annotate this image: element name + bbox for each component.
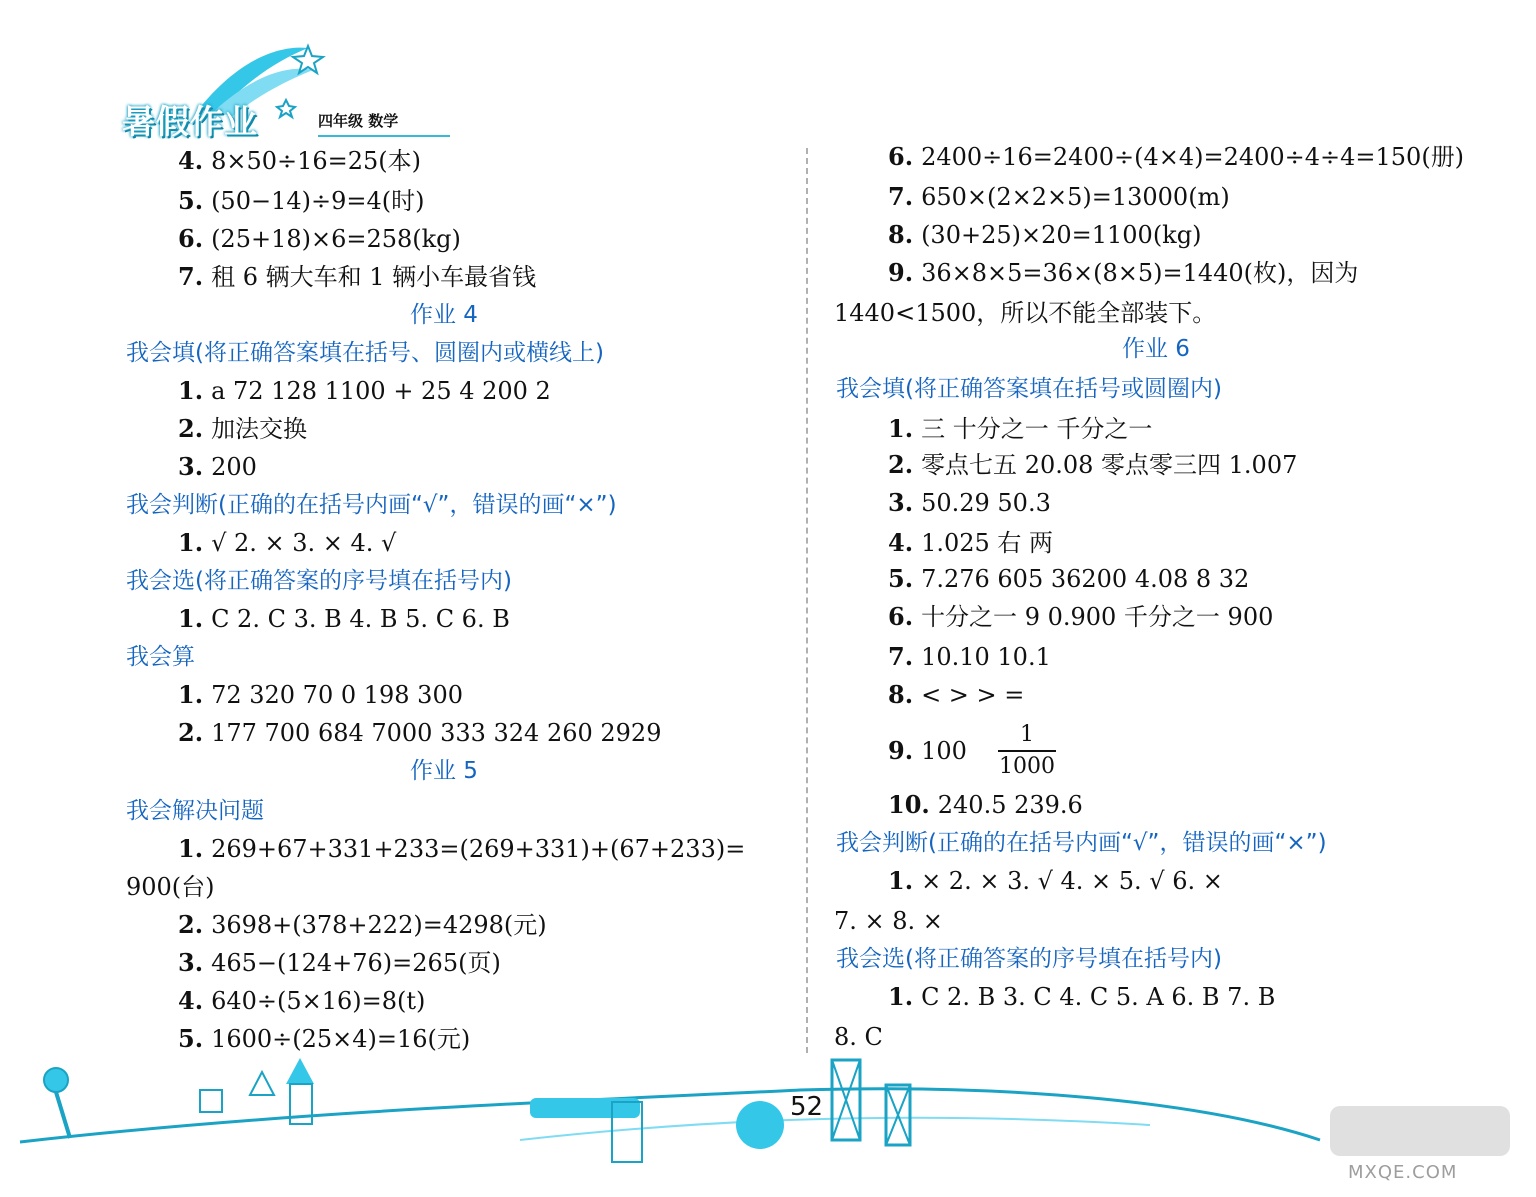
answer-line [888,790,1083,820]
item-number: 9. [888,736,914,765]
answer-text: 465−(124+76)=265(页) [211,949,501,977]
answer-line [888,258,1358,288]
answer-text: a 72 128 1100 + 25 4 200 2 [211,377,551,405]
item-number: 6. [888,142,914,171]
item-number: 4. [178,986,204,1015]
item-number: 8. [888,220,914,249]
answer-text: 200 [211,453,257,481]
answer-text: 三 十分之一 千分之一 [921,415,1153,443]
answer-text: 7.276 605 36200 4.08 8 32 [921,565,1250,593]
answer-line [178,680,463,710]
answer-text: 3698+(378+222)=4298(元) [211,911,547,939]
item-number: 2. [178,414,204,443]
answer-line [888,736,967,766]
answer-text: 租 6 辆大车和 1 辆小车最省钱 [211,263,537,291]
answer-line [888,182,1230,212]
item-number: 2. [178,910,204,939]
answer-text: < > > = [921,681,1025,709]
item-number: 4. [178,146,204,175]
item-number: 6. [178,224,204,253]
fraction-bar [998,750,1056,752]
fraction [998,722,1056,780]
answer-text: 36×8×5=36×(8×5)=1440(枚)，因为 [921,259,1359,287]
answer-text: 1600÷(25×4)=16(元) [211,1025,471,1053]
item-number: 3. [888,488,914,517]
item-number: 10. [888,790,930,819]
answer-text: √ 2. × 3. × 4. √ [211,529,397,557]
answer-text: 240.5 239.6 [937,791,1083,819]
section-heading: 我会填(将正确答案填在括号或圆圈内) [836,376,1222,402]
answer-line [888,414,1152,444]
section-heading: 我会选(将正确答案的序号填在括号内) [836,946,1222,972]
answer-text: (50−14)÷9=4(时) [211,187,425,215]
answer-line [178,528,396,558]
answer-text: 10.10 10.1 [921,643,1051,671]
section-heading: 我会判断(正确的在括号内画“√”，错误的画“×”) [126,492,617,518]
answer-line [178,948,501,978]
answer-line [178,146,421,176]
answer-text: × 2. × 3. √ 4. × 5. √ 6. × [921,867,1223,895]
section-heading: 我会选(将正确答案的序号填在括号内) [126,568,512,594]
assignment-title: 作业 4 [410,302,478,328]
answer-text: (30+25)×20=1100(kg) [921,221,1202,249]
answer-text: C 2. C 3. B 4. B 5. C 6. B [211,605,510,633]
item-number: 1. [178,834,204,863]
answer-line [178,910,547,940]
item-number: 7. [888,642,914,671]
item-number: 1. [178,604,204,633]
item-number: 3. [178,452,204,481]
answer-line: 8. C [834,1023,883,1051]
answer-line [888,142,1464,172]
watermark-logo-icon [1320,1100,1532,1160]
answer-text: 650×(2×2×5)=13000(m) [921,183,1230,211]
column-divider [806,148,808,1053]
item-number: 5. [888,564,914,593]
item-number: 1. [888,866,914,895]
section-heading: 我会填(将正确答案填在括号、圆圈内或横线上) [126,340,604,366]
answer-text: 2400÷16=2400÷(4×4)=2400÷4÷4=150(册) [921,143,1465,171]
assignment-title: 作业 6 [1122,336,1190,362]
answer-line [178,452,257,482]
answer-line [888,450,1297,480]
section-heading: 我会解决问题 [126,798,264,824]
grade-subject-label: 四年级 数学 [318,110,450,137]
answer-line [888,642,1051,672]
answer-line [178,376,551,406]
answer-line: 900(台) [126,873,215,901]
answer-line [178,718,661,748]
answer-text: C 2. B 3. C 4. C 5. A 6. B 7. B [921,983,1276,1011]
answer-line: 7. × 8. × [834,907,943,935]
answer-text: (25+18)×6=258(kg) [211,225,461,253]
item-number: 5. [178,186,204,215]
item-number: 7. [178,262,204,291]
item-number: 7. [888,182,914,211]
answer-text: 加法交换 [211,415,308,443]
item-number: 4. [888,528,914,557]
item-number: 2. [178,718,204,747]
answer-line [888,564,1249,594]
answer-text: 50.29 50.3 [921,489,1051,517]
assignment-title: 作业 5 [410,758,478,784]
item-number: 2. [888,450,914,479]
item-number: 3. [178,948,204,977]
answer-text: 十分之一 9 0.900 千分之一 900 [921,603,1274,631]
answer-line [178,834,745,864]
logo-title: 暑假作业 [122,102,258,141]
answer-line [178,414,307,444]
item-number: 8. [888,680,914,709]
answer-text: 零点七五 20.08 零点零三四 1.007 [921,451,1298,479]
section-heading: 我会判断(正确的在括号内画“√”，错误的画“×”) [836,830,1327,856]
item-number: 1. [888,982,914,1011]
answer-text: 100 [921,737,967,765]
item-number: 1. [178,528,204,557]
answer-line [888,680,1024,710]
section-heading: 我会算 [126,644,195,670]
fraction-numerator: 1 [1020,722,1034,747]
answer-line [178,224,461,254]
watermark-text: MXQE.COM [1348,1162,1458,1183]
page-number: 52 [790,1092,824,1122]
cityscape-decoration-icon [0,1050,1536,1193]
answer-line [178,986,425,1016]
answer-line [888,220,1201,250]
answer-text: 8×50÷16=25(本) [211,147,422,175]
answer-line [178,262,536,292]
footer-decoration [0,1050,1536,1193]
answer-line [888,602,1273,632]
answer-line [888,528,1053,558]
item-number: 1. [178,376,204,405]
answer-text: 177 700 684 7000 333 324 260 2929 [211,719,662,747]
fraction-denominator: 1000 [999,754,1055,779]
watermark [1320,1100,1532,1190]
answer-line [888,866,1223,896]
answer-line [178,186,424,216]
item-number: 5. [178,1024,204,1053]
answer-line [888,488,1051,518]
answer-line: 1440<1500，所以不能全部装下。 [834,299,1217,327]
item-number: 1. [178,680,204,709]
answer-text: 269+67+331+233=(269+331)+(67+233)= [211,835,746,863]
item-number: 9. [888,258,914,287]
answer-line [178,604,510,634]
item-number: 1. [888,414,914,443]
answer-line [888,982,1275,1012]
item-number: 6. [888,602,914,631]
header-logo [118,40,478,150]
answer-text: 1.025 右 两 [921,529,1054,557]
answer-text: 640÷(5×16)=8(t) [211,987,426,1015]
answer-text: 72 320 70 0 198 300 [211,681,463,709]
